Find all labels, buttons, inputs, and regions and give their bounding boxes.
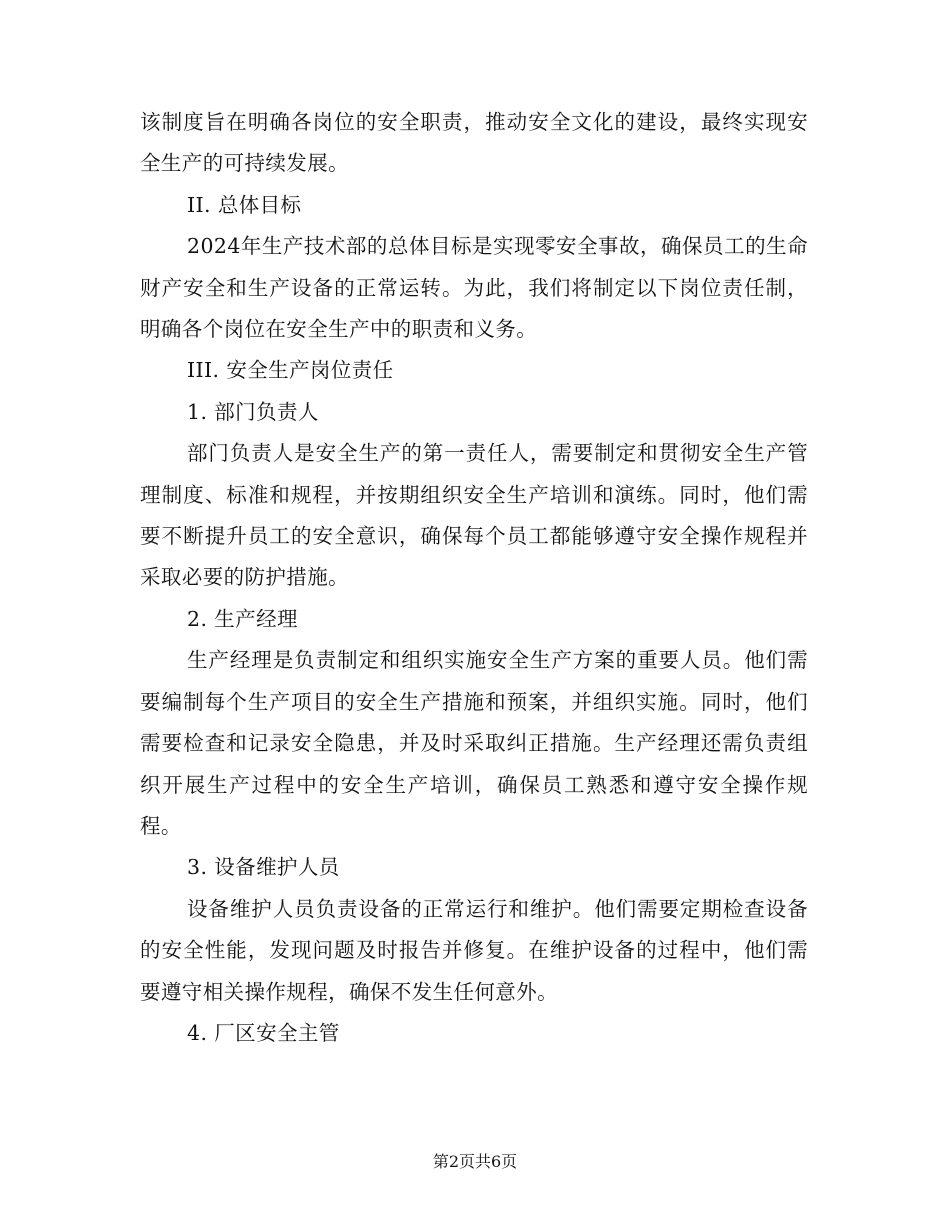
body-paragraph: 设备维护人员负责设备的正常运行和维护。他们需要定期检查设备的安全性能，发现问题及时报告并修复。在维护设备的过程中，他们需要遵守相关操作规程，确保不发生任何意外。 xyxy=(140,896,808,1004)
subheading-production-manager: 2. 生产经理 xyxy=(187,606,298,631)
section-heading-responsibilities: III. 安全生产岗位责任 xyxy=(187,358,394,383)
subheading-plant-safety-supervisor: 4. 厂区安全主管 xyxy=(187,1020,340,1045)
body-paragraph: 生产经理是负责制定和组织实施安全生产方案的重要人员。他们需要编制每个生产项目的安全生产措施和预案，并组织实施。同时，他们需要检查和记录安全隐患，并及时采取纠正措施。生产经理还需负责组织开展生产过程中的安全生产培训，确保员工熟悉和遵守安全操作规程。 xyxy=(140,648,808,838)
subheading-equipment-maintenance: 3. 设备维护人员 xyxy=(187,855,340,880)
document-body xyxy=(140,102,808,1054)
body-paragraph: 2024年生产技术部的总体目标是实现零安全事故，确保员工的生命财产安全和生产设备的正常运转。为此，我们将制定以下岗位责任制，明确各个岗位在安全生产中的职责和义务。 xyxy=(140,234,808,342)
body-paragraph: 部门负责人是安全生产的第一责任人，需要制定和贯彻安全生产管理制度、标准和规程，并按期组织安全生产培训和演练。同时，他们需要不断提升员工的安全意识，确保每个员工都能够遵守安全操作规程并采取必要的防护措施。 xyxy=(140,441,808,590)
subheading-department-head: 1. 部门负责人 xyxy=(187,399,319,424)
page-number-footer: 第2页共6页 xyxy=(432,1152,518,1171)
section-heading-overall-goal: II. 总体目标 xyxy=(187,192,302,217)
body-paragraph: 该制度旨在明确各岗位的安全职责，推动安全文化的建设，最终实现安全生产的可持续发展。 xyxy=(140,110,808,176)
